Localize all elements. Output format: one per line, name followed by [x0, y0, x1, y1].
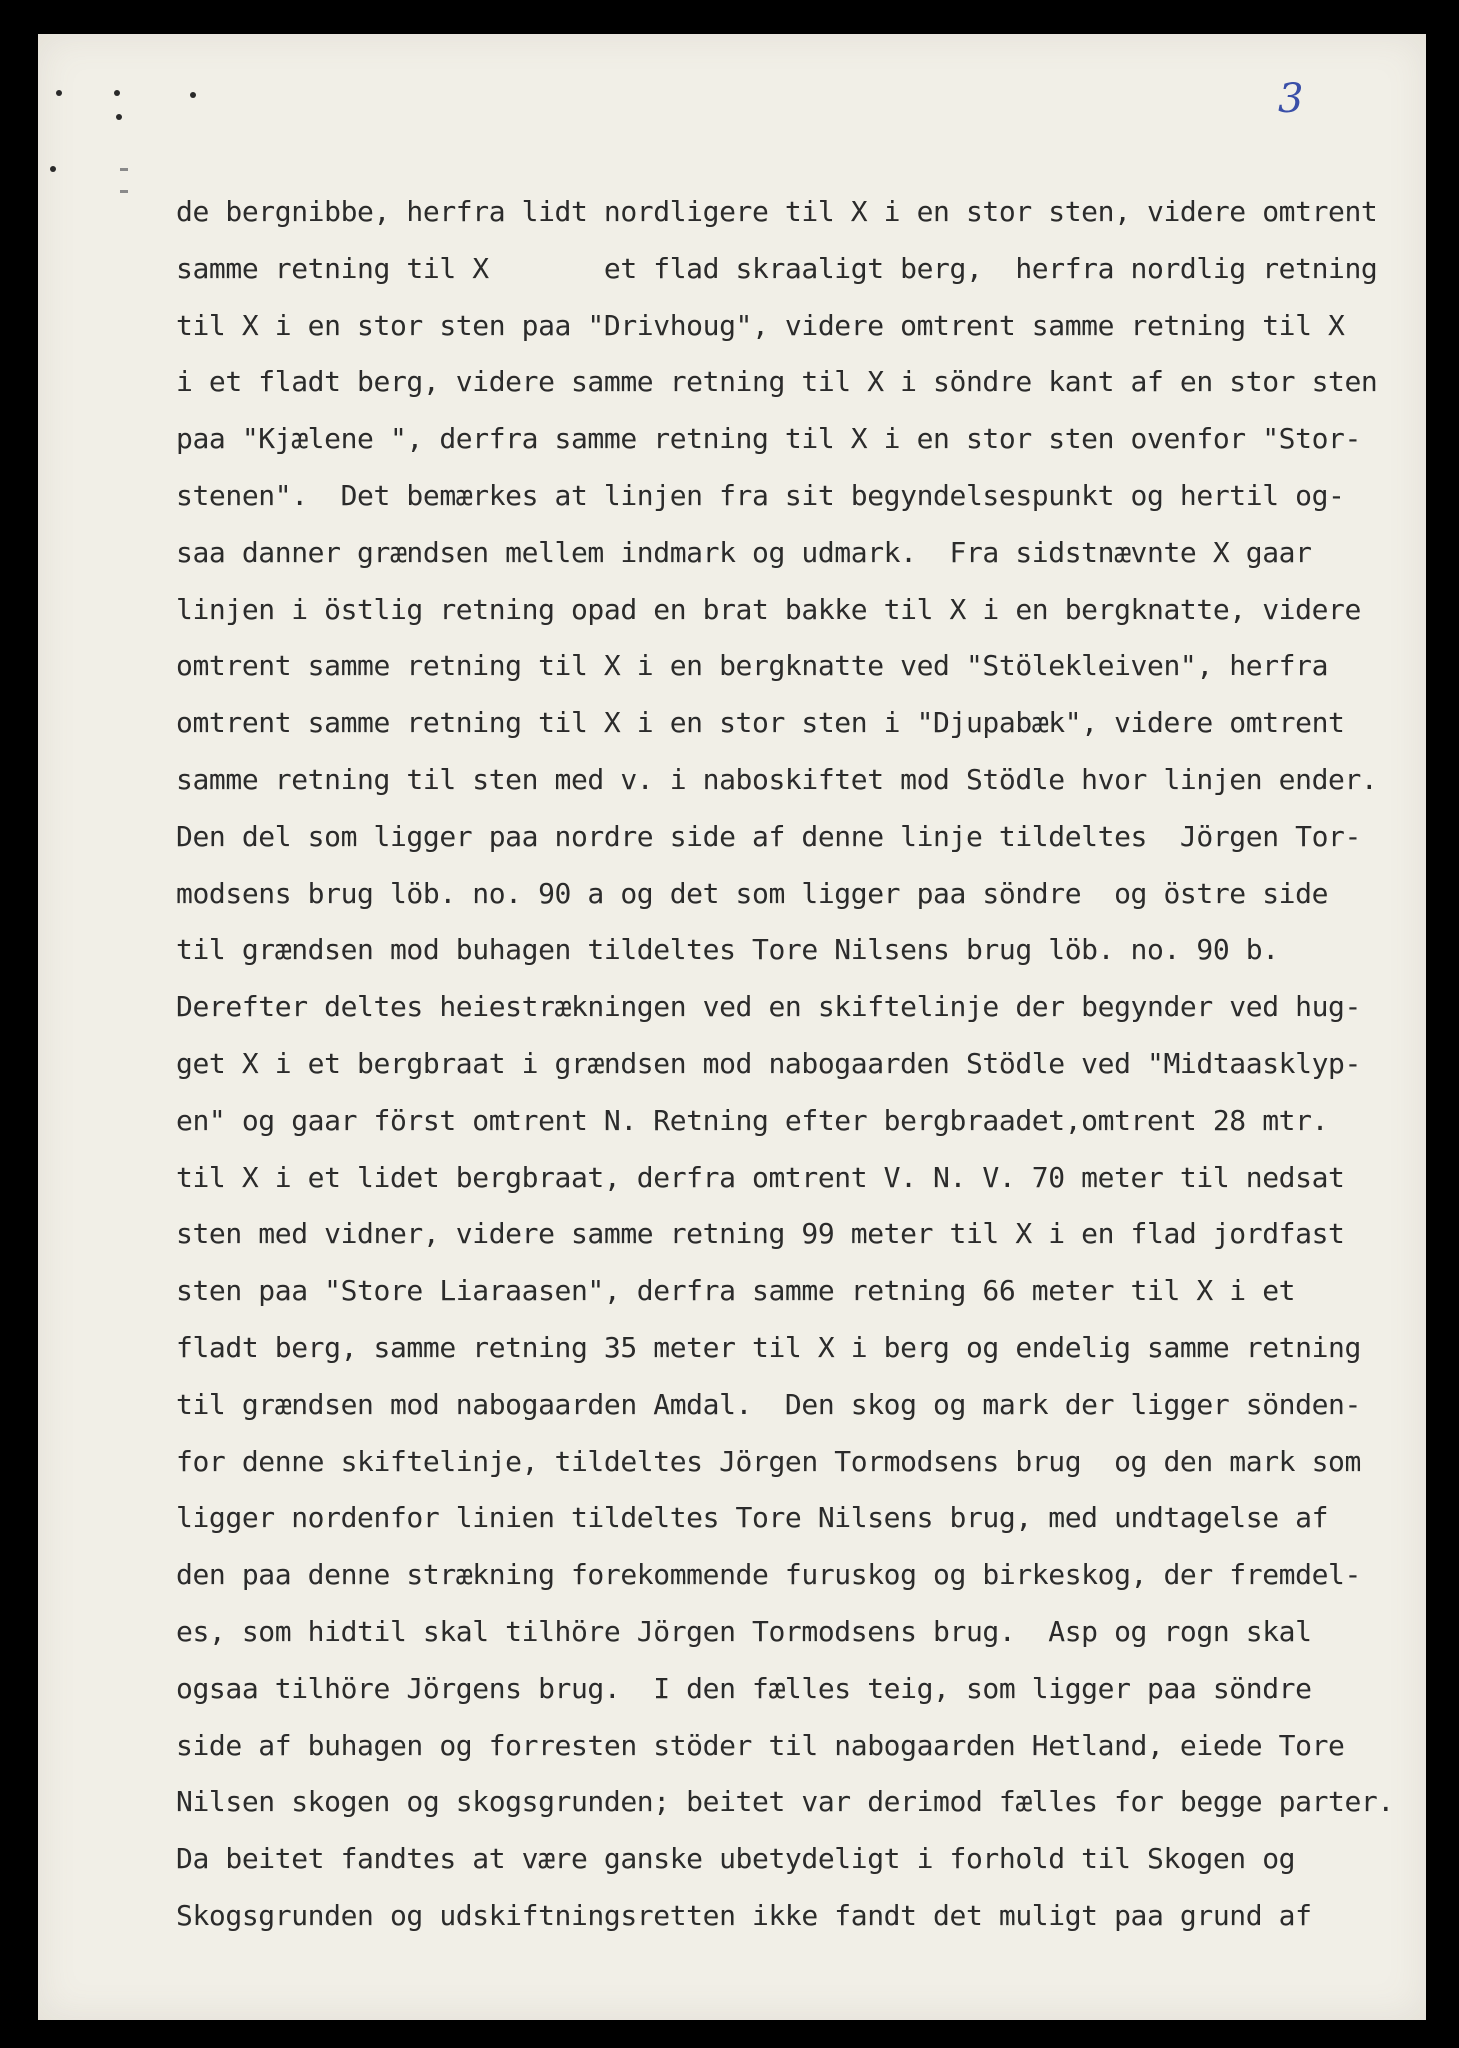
text-line: stenen". Det bemærkes at linjen fra sit begyndelsespunkt og hertil og- [176, 478, 1345, 512]
text-line: Skogsgrunden og udskiftningsretten ikke fandt det muligt paa grund af [176, 1898, 1312, 1932]
text-line: Derefter deltes heiestrækningen ved en skiftelinje der begynder ved hug- [176, 990, 1361, 1024]
punch-mark [190, 92, 196, 98]
text-line: den paa denne strækning forekommende furuskog og birkeskog, der fremdel- [176, 1558, 1361, 1592]
text-line: side af buhagen og forresten stöder til nabogaarden Hetland, eiede Tore [176, 1728, 1345, 1762]
text-line: til X i en stor sten paa "Drivhoug", videre omtrent samme retning til X [176, 308, 1345, 342]
text-line: omtrent samme retning til X i en bergknatte ved "Stölekleiven", herfra [176, 649, 1329, 683]
body-text [176, 184, 1446, 1945]
punch-mark [114, 90, 120, 96]
text-line: sten med vidner, videre samme retning 99 meter til X i en flad jordfast [176, 1217, 1345, 1251]
text-line: Den del som ligger paa nordre side af denne linje tildeltes Jörgen Tor- [176, 819, 1361, 853]
punch-mark [50, 166, 56, 172]
text-line: til grændsen mod nabogaarden Amdal. Den skog og mark der ligger sönden- [176, 1387, 1361, 1421]
text-line: saa danner grændsen mellem indmark og udmark. Fra sidstnævnte X gaar [176, 535, 1312, 569]
text-line: fladt berg, samme retning 35 meter til X i berg og endelig samme retning [176, 1330, 1361, 1364]
text-line: samme retning til X et flad skraaligt berg, herfra nordlig retning [176, 251, 1378, 285]
document-page [38, 34, 1426, 2020]
punch-mark [116, 114, 122, 120]
margin-mark [120, 168, 128, 171]
text-line: modsens brug löb. no. 90 a og det som ligger paa söndre og östre side [176, 876, 1329, 910]
page-number: 3 [1278, 76, 1304, 122]
text-line: ligger nordenfor linien tildeltes Tore Nilsens brug, med undtagelse af [176, 1501, 1329, 1535]
margin-mark [120, 190, 128, 193]
text-line: sten paa "Store Liaraasen", derfra samme retning 66 meter til X i et [176, 1274, 1296, 1308]
text-line: Da beitet fandtes at være ganske ubetydeligt i forhold til Skogen og [176, 1842, 1296, 1876]
punch-mark [56, 90, 62, 96]
text-line: til X i et lidet bergbraat, derfra omtrent V. N. V. 70 meter til nedsat [176, 1160, 1345, 1194]
text-line: en" og gaar först omtrent N. Retning efter bergbraadet,omtrent 28 mtr. [176, 1103, 1329, 1137]
text-line: linjen i östlig retning opad en brat bakke til X i en bergknatte, videre [176, 592, 1361, 626]
text-line: for denne skiftelinje, tildeltes Jörgen Tormodsens brug og den mark som [176, 1444, 1361, 1478]
text-line: i et fladt berg, videre samme retning til X i söndre kant af en stor sten [176, 365, 1378, 399]
text-line: til grændsen mod buhagen tildeltes Tore Nilsens brug löb. no. 90 b. [176, 933, 1279, 967]
text-line: samme retning til sten med v. i naboskiftet mod Stödle hvor linjen ender. [176, 762, 1378, 796]
text-line: de bergnibbe, herfra lidt nordligere til X i en stor sten, videre omtrent [176, 195, 1378, 228]
text-line: Nilsen skogen og skogsgrunden; beitet var derimod fælles for begge parter. [176, 1785, 1394, 1819]
text-line: omtrent samme retning til X i en stor sten i "Djupabæk", videre omtrent [176, 706, 1345, 740]
text-line: es, som hidtil skal tilhöre Jörgen Tormodsens brug. Asp og rogn skal [176, 1614, 1312, 1648]
text-line: get X i et bergbraat i grændsen mod nabogaarden Stödle ved "Midtaasklyp- [176, 1046, 1361, 1080]
text-line: paa "Kjælene ", derfra samme retning til X i en stor sten ovenfor "Stor- [176, 422, 1361, 456]
text-line: ogsaa tilhöre Jörgens brug. I den fælles teig, som ligger paa söndre [176, 1671, 1312, 1705]
